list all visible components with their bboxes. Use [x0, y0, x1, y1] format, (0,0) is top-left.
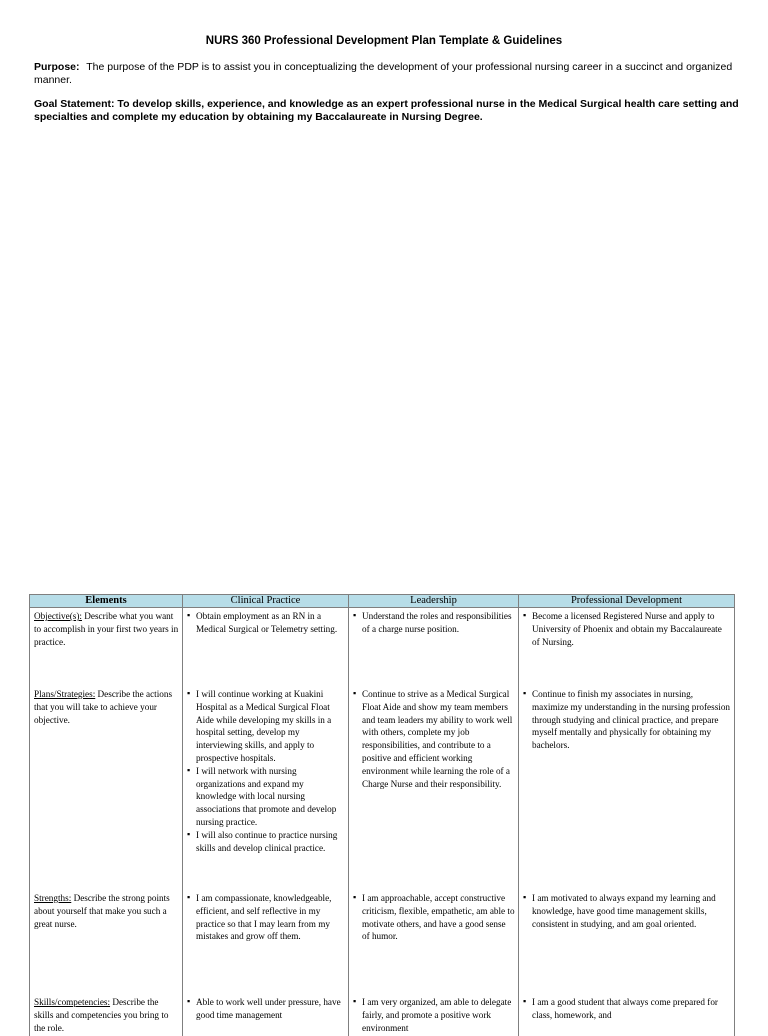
header-leadership: Leadership — [349, 595, 519, 608]
table-row-strengths — [30, 890, 735, 994]
row-description: Describe what you want to accomplish in your first two years in practice. — [34, 611, 179, 647]
row-label: Strengths: — [34, 893, 72, 903]
table-header-row — [30, 595, 735, 608]
purpose-text: The purpose of the PDP is to assist you in conceptualizing the development of your professional nursing career in a succinct and organized manner. — [34, 61, 733, 86]
list-item: ▪ Continue to finish my associates in nursing, maximize my understanding in the nursing profession through studying and clinical practice, and prepare myself mentally and physically for obtaining my bachelors. — [523, 688, 731, 752]
list-item: ▪ Become a licensed Registered Nurse and apply to University of Phoenix and obtain my Baccalaureate of Nursing. — [523, 610, 731, 648]
list-item: ▪ I will continue working at Kuakini Hospital as a Medical Surgical Float Aide while developing my skills in a hospital setting, develop my interviewing skills, and apply to prospective hospitals. — [187, 688, 345, 765]
list-item: ▪ I will also continue to practice nursing skills and develop clinical practice. — [187, 829, 345, 855]
element-cell — [30, 686, 183, 890]
list-item: ▪ Understand the roles and responsibilities of a charge nurse position. — [353, 610, 515, 636]
row-description: Describe the skills and competencies you bring to the role. — [34, 997, 169, 1033]
table-row-skills — [30, 994, 735, 1036]
header-professional-development: Professional Development — [519, 595, 735, 608]
professional-cell — [519, 994, 735, 1036]
professional-cell — [519, 686, 735, 890]
list-item: ▪ Able to work well under pressure, have good time management — [187, 996, 345, 1022]
leadership-cell — [349, 686, 519, 890]
goal-statement: Goal Statement: To develop skills, experience, and knowledge as an expert professional nurse in the Medical Surgical health care setting and specialties and complete my education by obtaining my Baccalaureate in Nursing Degree. — [34, 98, 739, 123]
header-elements: Elements — [30, 595, 183, 608]
document-title: NURS 360 Professional Development Plan Template & Guidelines — [205, 35, 563, 47]
list-item: ▪ I am very organized, am able to delegate fairly, and promote a positive work environment — [353, 996, 515, 1034]
list-item: ▪ Continue to strive as a Medical Surgical Float Aide and show my team members and team leaders my ability to work well with others, complete my job responsibilities, and contribute to a positive and efficient working environment while learning the role of a Charge Nurse and their responsibility. — [353, 688, 515, 790]
list-item: ▪ I am approachable, accept constructive criticism, flexible, empathetic, am able to motivate others, and have a good sense of humor. — [353, 892, 515, 943]
leadership-cell — [349, 890, 519, 994]
purpose-paragraph — [34, 61, 734, 86]
list-item: ▪ I will network with nursing organizations and expand my knowledge with local nursing associations that promote and develop nursing practice. — [187, 765, 345, 829]
element-cell — [30, 608, 183, 687]
clinical-cell — [183, 686, 349, 890]
clinical-cell — [183, 890, 349, 994]
list-item: ▪ I am a good student that always come prepared for class, homework, and — [523, 996, 731, 1022]
list-item: ▪ I am motivated to always expand my learning and knowledge, have good time management skills, consistent in studying, and am goal oriented. — [523, 892, 731, 930]
row-description: Describe the strong points about yourself that make you such a great nurse. — [34, 893, 170, 929]
purpose-label: Purpose: — [34, 61, 80, 73]
element-cell — [30, 994, 183, 1036]
clinical-cell — [183, 994, 349, 1036]
list-item: ▪ Obtain employment as an RN in a Medical Surgical or Telemetry setting. — [187, 610, 345, 636]
row-label: Skills/competencies: — [34, 997, 111, 1007]
clinical-cell — [183, 608, 349, 687]
list-item: ▪ I am compassionate, knowledgeable, efficient, and self reflective in my practice so that I may learn from my mistakes and grow off them. — [187, 892, 345, 943]
table-row-plans — [30, 686, 735, 890]
professional-cell — [519, 608, 735, 687]
pdp-table — [29, 594, 735, 1036]
leadership-cell — [349, 608, 519, 687]
row-description: Describe the actions that you will take to achieve your objective. — [34, 689, 173, 725]
header-clinical-practice: Clinical Practice — [183, 595, 349, 608]
table-row-objectives — [30, 608, 735, 687]
row-label: Objective(s): — [34, 611, 82, 621]
row-label: Plans/Strategies: — [34, 689, 96, 699]
element-cell — [30, 890, 183, 994]
leadership-cell — [349, 994, 519, 1036]
professional-cell — [519, 890, 735, 994]
